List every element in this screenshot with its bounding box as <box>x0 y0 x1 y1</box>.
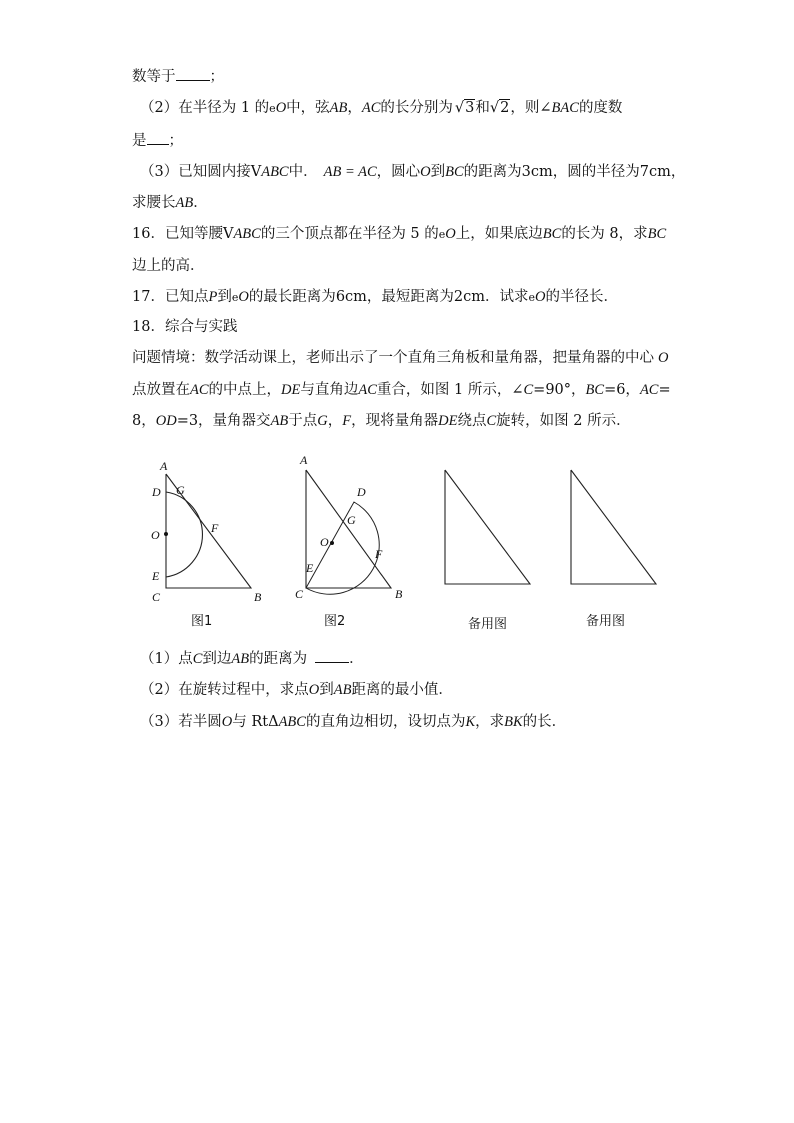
line-12: 8，OD=3，量角器交AB于点G，F，现将量角器DE绕点C旋转，如图 2 所示． <box>132 413 631 429</box>
line-9: 18．综合与实践 <box>132 319 238 335</box>
fig1-label-E: E <box>152 569 160 583</box>
line-11: 点放置在AC的中点上，DE与直角边AC重合，如图 1 所示，∠C=90°，BC=6，AC= <box>132 382 671 398</box>
fig2-label-B: B <box>395 587 403 601</box>
line-3: 是 ； <box>132 130 183 151</box>
fig1-label-F: F <box>211 521 219 535</box>
fig1-protractor-arc <box>166 492 202 577</box>
line-4: （3）已知圆内接VABC中． AB = AC，圆心O到BC的距离为3cm，圆的半径为7cm， <box>140 164 686 180</box>
fig1-label-G: G <box>176 483 185 497</box>
fig1-label-D: D <box>152 485 161 499</box>
fig2-label-A: A <box>300 453 308 467</box>
question-2: （2）在旋转过程中，求点O到AB距离的最小值． <box>140 682 453 698</box>
fig1-label-C: C <box>152 590 161 604</box>
line-7: 边上的高． <box>132 258 205 274</box>
spare-triangle-2 <box>571 470 656 584</box>
fig2-label-E: E <box>306 561 314 575</box>
fig1-center-dot <box>164 532 168 536</box>
line-10: 问题情境：数学活动课上，老师出示了一个直角三角板和量角器，把量角器的中心 O <box>132 350 669 366</box>
fig2-label-O: O <box>320 535 329 549</box>
line-2: （2）在半径为 1 的eO中，弦AB，AC的长分别为 √3和√2，则∠BAC的度数 <box>140 100 623 116</box>
answer-blank[interactable] <box>315 648 349 663</box>
sqrt-2: √2 <box>489 100 510 116</box>
line-1: 数等于 ； <box>132 66 224 87</box>
fig2-center-dot <box>330 541 334 545</box>
fig2-label-C: C <box>295 587 304 601</box>
fig2-label-G: G <box>347 513 356 527</box>
question-1: （1）点C到边AB的距离为 ． <box>140 648 364 669</box>
line-6: 16．已知等腰VABC的三个顶点都在半径为 5 的eO上，如果底边BC的长为 8，求BC <box>132 226 667 242</box>
fig1-caption: 图1 <box>191 614 213 629</box>
fig2-caption: 图2 <box>324 614 346 629</box>
question-3: （3）若半圆O与 RtΔABC的直角边相切，设切点为K，求BK的长． <box>140 714 567 730</box>
spare-triangle-1 <box>445 470 530 584</box>
fig2-triangle <box>306 470 391 588</box>
fig2-protractor <box>306 502 379 594</box>
spare1-caption: 备用图 <box>468 617 508 632</box>
line-8: 17．已知点P到eO的最长距离为6cm，最短距离为2cm．试求eO的半径长． <box>132 289 619 305</box>
spare2-caption: 备用图 <box>586 614 626 629</box>
circle-symbol: e <box>269 102 276 115</box>
fig1-label-B: B <box>254 590 262 604</box>
sqrt-3: √3 <box>454 100 475 116</box>
line-5: 求腰长AB． <box>132 195 208 211</box>
fig1-label-O: O <box>151 528 160 542</box>
fig2-label-F: F <box>375 547 383 561</box>
fig1-label-A: A <box>160 459 168 473</box>
fig2-label-D: D <box>357 485 366 499</box>
